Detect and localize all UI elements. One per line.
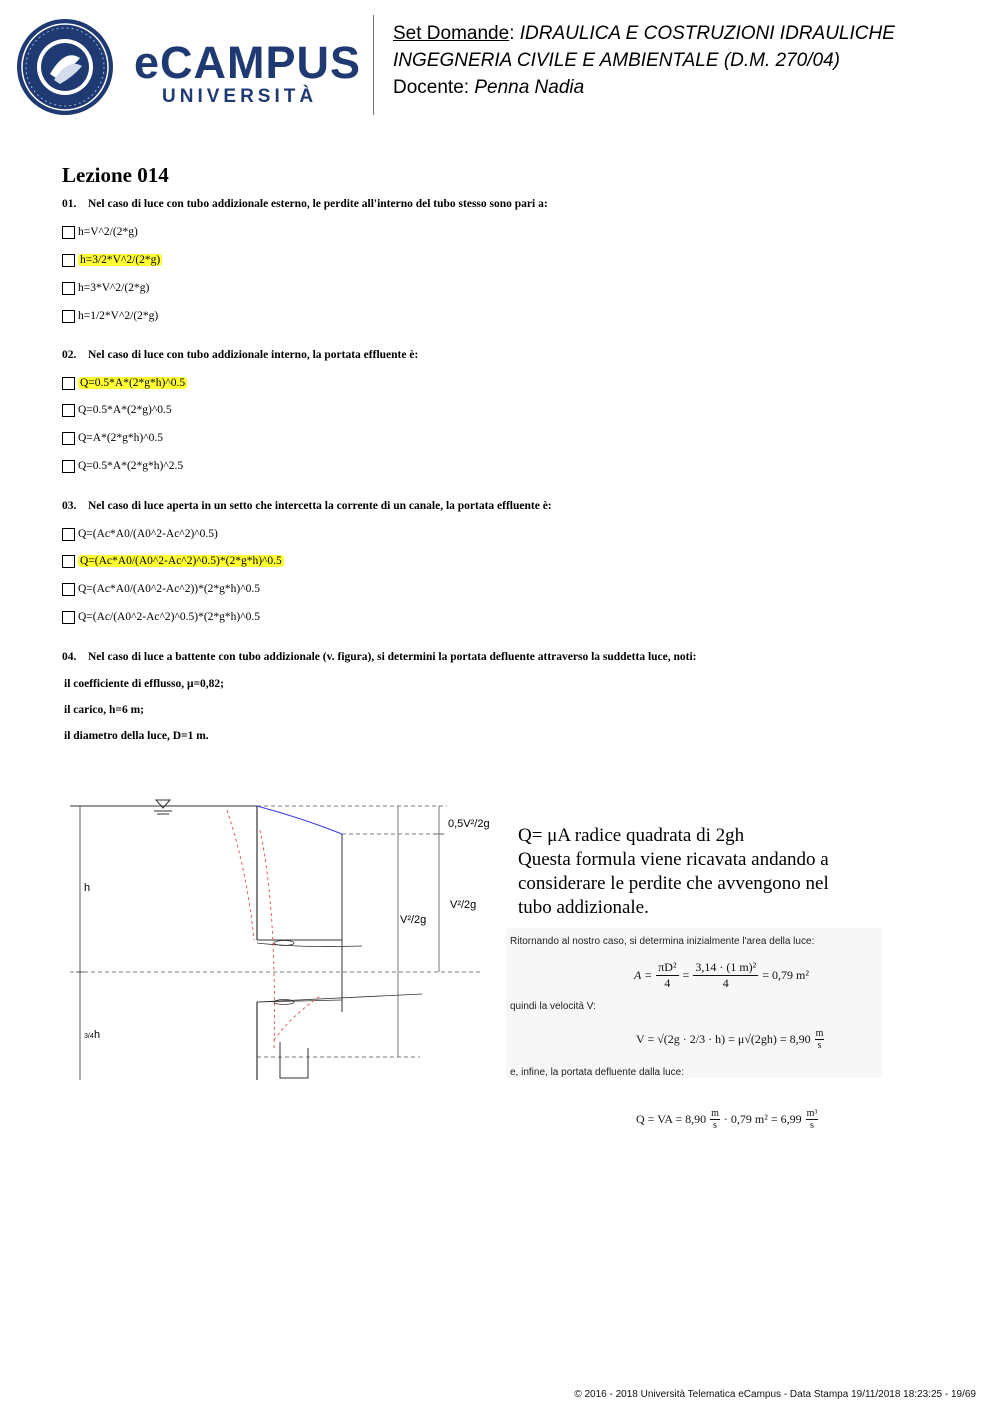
question-number: 01. [62,198,77,210]
option-row[interactable] [62,580,260,598]
answer-checkbox[interactable] [62,404,75,417]
area-equals: = [682,968,690,982]
option-text: h=V^2/(2*g) [78,226,138,238]
option-row[interactable] [62,457,183,475]
note-line: considerare le perdite che avvengono nel [518,873,829,894]
option-row[interactable] [62,429,163,447]
label-v2-right: V²/2g [450,899,477,911]
discharge-mid: · 0,79 m² = 6,99 [723,1112,802,1126]
option-text: h=1/2*V^2/(2*g) [78,310,159,322]
header-divider [373,15,374,115]
option-text: h=3*V^2/(2*g) [78,282,150,294]
answer-checkbox[interactable] [62,254,75,267]
discharge-unit-2 [806,1108,819,1131]
discharge-unit-2-den: s [810,1120,814,1131]
answer-checkbox[interactable] [62,555,75,568]
water-level-icon [154,800,172,814]
question-02 [62,349,418,361]
answer-checkbox[interactable] [62,226,75,239]
solution-intro: Ritornando al nostro caso, si determina inizialmente l'area della luce: [510,936,815,947]
question-01 [62,198,548,210]
velocity-unit-num: m [815,1028,824,1039]
orifice-diagram [62,790,492,1085]
question-number: 03. [62,500,77,512]
given-head: il carico, h=6 m; [64,704,145,716]
discharge-unit-2-num: m³ [806,1108,818,1119]
option-text-highlighted: h=3/2*V^2/(2*g) [80,254,161,266]
question-text: Nel caso di luce a battente con tubo addizionale (v. figura), si determini la portata defluente attraverso la suddetta luce, noti: [88,651,697,663]
degree-name: INGEGNERIA CIVILE E AMBIENTALE (D.M. 270/04) [393,50,840,71]
discharge-unit-1-den: s [713,1120,717,1131]
option-text-highlighted: Q=0.5*A*(2*g*h)^0.5 [80,377,186,389]
option-row[interactable] [62,251,162,269]
option-row[interactable] [62,307,158,325]
discharge-equation [636,1108,818,1131]
velocity-equation [636,1028,824,1051]
question-text: Nel caso di luce aperta in un setto che intercetta la corrente di un canale, la portata effluente è: [88,500,552,512]
brand-wordmark: eCAMPUS [134,37,362,88]
label-v2-total: V²/2g [400,914,427,926]
given-diameter: il diametro della luce, D=1 m. [64,730,209,742]
answer-checkbox[interactable] [62,528,75,541]
discharge-unit-1-num: m [711,1108,719,1119]
note-line: Questa formula viene ricavata andando a [518,849,829,870]
velocity-unit-den: s [817,1040,822,1051]
area-fraction [656,960,678,991]
area-fraction-2 [693,960,758,991]
set-separator: : [509,23,515,44]
option-row[interactable] [62,608,260,626]
answer-checkbox[interactable] [62,377,75,390]
ecampus-seal-logo [16,18,114,121]
option-text: Q=(Ac*A0/(A0^2-Ac^2)^0.5) [78,528,218,540]
option-row[interactable] [62,525,218,543]
final-intro: e, infine, la portata defluente dalla luce: [510,1067,685,1078]
header-docente [393,75,584,101]
area-result: = 0,79 m² [762,968,809,982]
label-loss: 0,5V²/2g [448,818,490,830]
answer-checkbox[interactable] [62,583,75,596]
lesson-title: Lezione 014 [62,163,169,187]
answer-checkbox[interactable] [62,282,75,295]
option-text: Q=A*(2*g*h)^0.5 [78,432,164,444]
option-row[interactable] [62,374,187,392]
course-name: IDRAULICA E COSTRUZIONI IDRAULICHE [519,23,895,44]
label-h: h [84,882,91,894]
note-line: Q= μA radice quadrata di 2gh [518,825,745,846]
area-denominator: 4 [664,976,671,990]
option-row[interactable] [62,552,284,570]
question-text: Nel caso di luce con tubo addizionale interno, la portata effluente è: [88,349,419,361]
question-03 [62,500,552,512]
answer-checkbox[interactable] [62,432,75,445]
answer-checkbox[interactable] [62,611,75,624]
answer-checkbox[interactable] [62,460,75,473]
area-lhs: A = [634,968,653,982]
option-text: Q=(Ac*A0/(A0^2-Ac^2))*(2*g*h)^0.5 [78,583,261,595]
header-course-line2 [393,48,840,74]
note-line: tubo addizionale. [518,897,649,918]
brand-subtitle: UNIVERSITÀ [162,86,318,107]
docente-label: Docente: [393,77,470,98]
handwritten-note [518,824,868,920]
option-row[interactable] [62,223,138,241]
option-text: Q=0.5*A*(2*g)^0.5 [78,404,172,416]
label-h-lower: h [94,1029,101,1041]
discharge-unit-1 [710,1108,720,1131]
option-text: Q=0.5*A*(2*g*h)^2.5 [78,460,184,472]
header-course-line1 [393,21,895,47]
question-text: Nel caso di luce con tubo addizionale esterno, le perdite all'interno del tubo stesso sono pari a: [88,198,548,210]
area-numerator: πD² [658,960,677,974]
option-text-highlighted: Q=(Ac*A0/(A0^2-Ac^2)^0.5)*(2*g*h)^0.5 [80,555,282,567]
velocity-intro: quindi la velocità V: [510,1001,596,1012]
velocity-lhs: V = √(2g · 2/3 · h) = μ√(2gh) = 8,90 [636,1032,811,1046]
label-fraction: 3/4 [84,1033,94,1040]
question-number: 02. [62,349,77,361]
set-label: Set Domande [393,23,510,44]
area-numerator-2: 3,14 · (1 m)² [695,960,757,974]
page-footer: © 2016 - 2018 Università Telematica eCampus - Data Stampa 19/11/2018 18:23:25 - 19/69 [574,1389,976,1400]
option-row[interactable] [62,401,172,419]
option-text: Q=(Ac/(A0^2-Ac^2)^0.5)*(2*g*h)^0.5 [78,611,261,623]
area-equation [634,960,809,991]
velocity-unit [815,1028,825,1051]
question-04 [62,651,697,663]
option-row[interactable] [62,279,149,297]
discharge-lhs: Q = VA = 8,90 [636,1112,707,1126]
question-number: 04. [62,651,77,663]
area-denominator-2: 4 [722,976,729,990]
docente-name: Penna Nadia [474,77,585,98]
given-coefficient: il coefficiente di efflusso, μ=0,82; [64,678,224,690]
answer-checkbox[interactable] [62,310,75,323]
